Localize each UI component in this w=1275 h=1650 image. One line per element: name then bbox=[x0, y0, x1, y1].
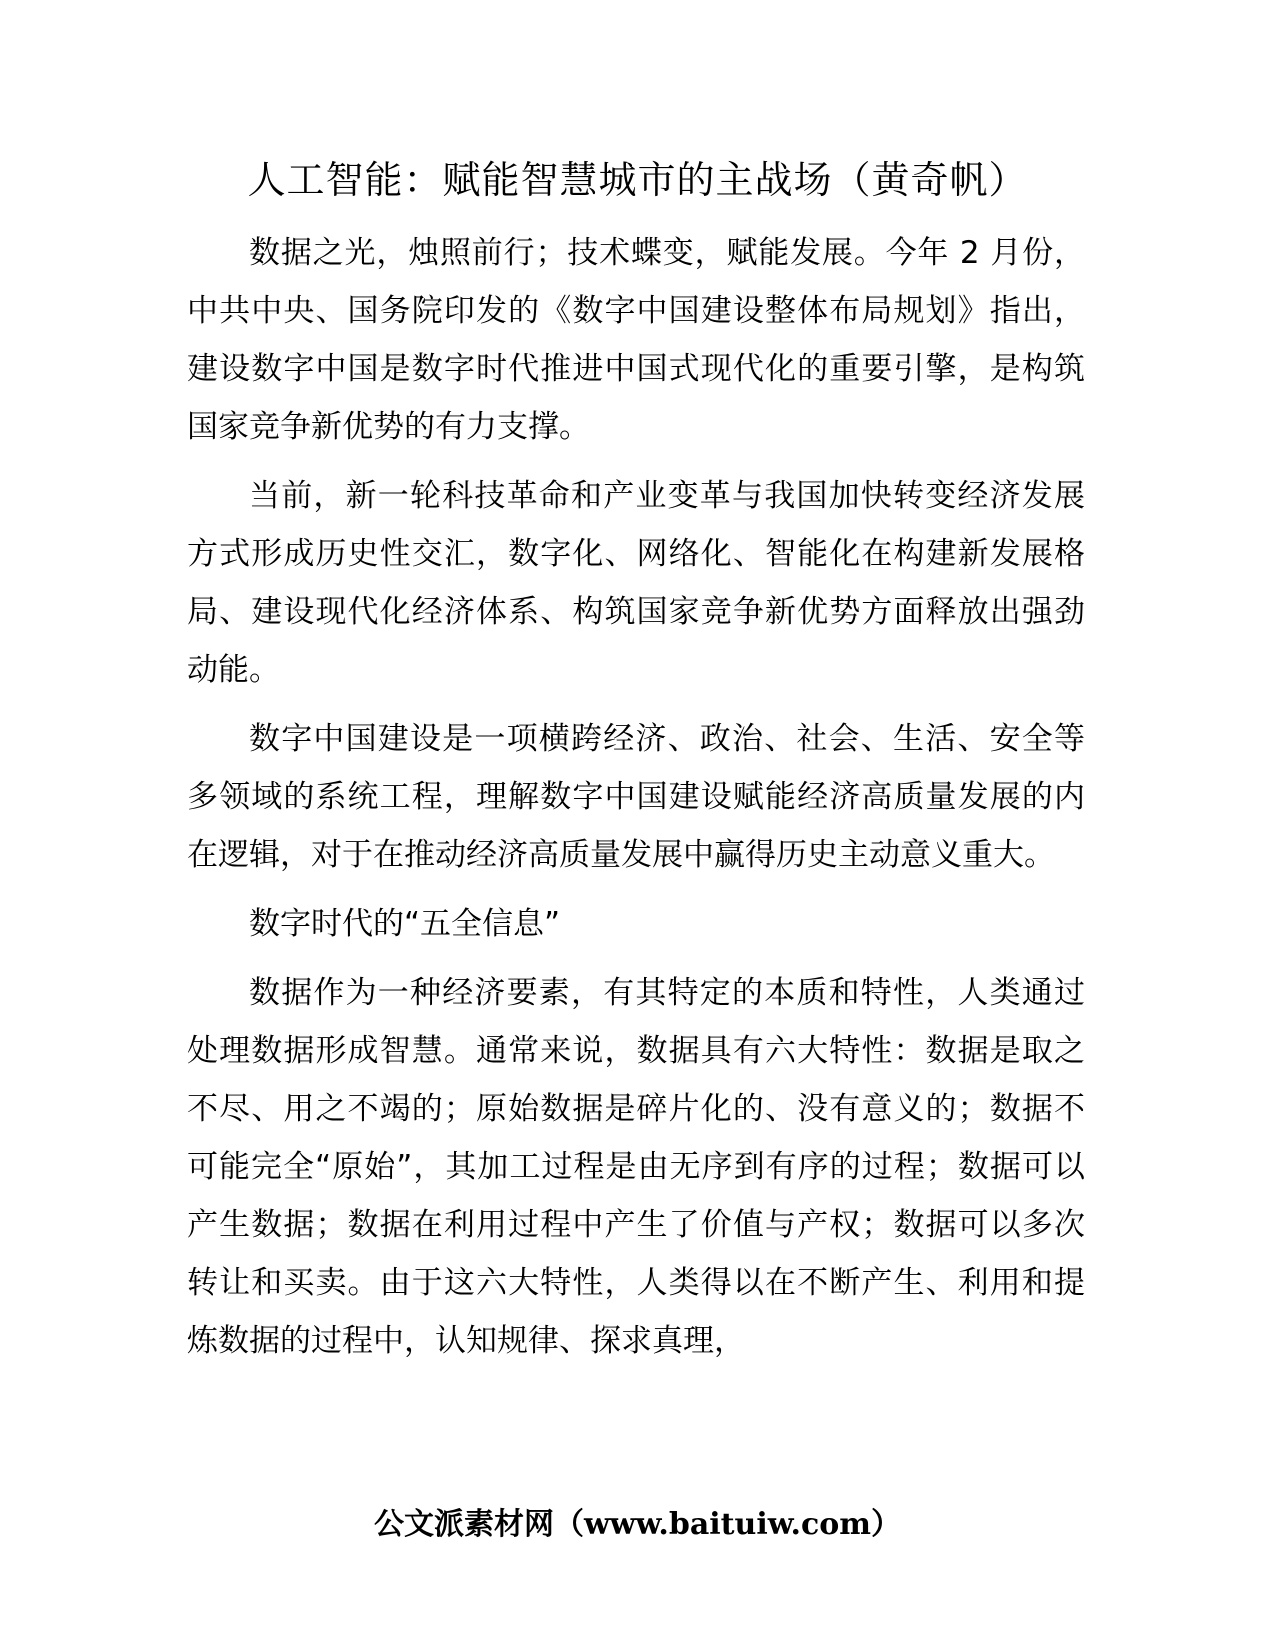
document-body bbox=[187, 224, 1085, 1381]
paragraph: 当前，新一轮科技革命和产业变革与我国加快转变经济发展方式形成历史性交汇，数字化、网络化、智能化在构建新发展格局、建设现代化经济体系、构筑国家竞争新优势方面释放出强劲动能。 bbox=[187, 478, 1085, 688]
page-footer: 公文派素材网（www.baituiw.com） bbox=[373, 1507, 902, 1542]
paragraph: 数据之光，烛照前行；技术蝶变，赋能发展。今年 2 月份，中共中央、国务院印发的《数字中国建设整体布局规划》指出，建设数字中国是数字时代推进中国式现代化的重要引擎，是构筑国家竞争新优势的有力支撑。 bbox=[187, 235, 1085, 445]
paragraph: 数字中国建设是一项横跨经济、政治、社会、生活、安全等多领域的系统工程，理解数字中国建设赋能经济高质量发展的内在逻辑，对于在推动经济高质量发展中赢得历史主动意义重大。 bbox=[187, 721, 1085, 873]
section-heading: 数字时代的“五全信息” bbox=[249, 906, 561, 942]
document-title: 人工智能：赋能智慧城市的主战场（黄奇帆） bbox=[247, 158, 1028, 202]
paragraph: 数据作为一种经济要素，有其特定的本质和特性，人类通过处理数据形成智慧。通常来说，数据具有六大特性：数据是取之不尽、用之不竭的；原始数据是碎片化的、没有意义的；数据不可能完全“原始”，其加工过程是由无序到有序的过程；数据可以产生数据；数据在利用过程中产生了价值与产权；数据可以多次转让和买卖。由于这六大特性，人类得以在不断产生、利用和提炼数据的过程中，认知规律、探求真理， bbox=[187, 975, 1085, 1359]
